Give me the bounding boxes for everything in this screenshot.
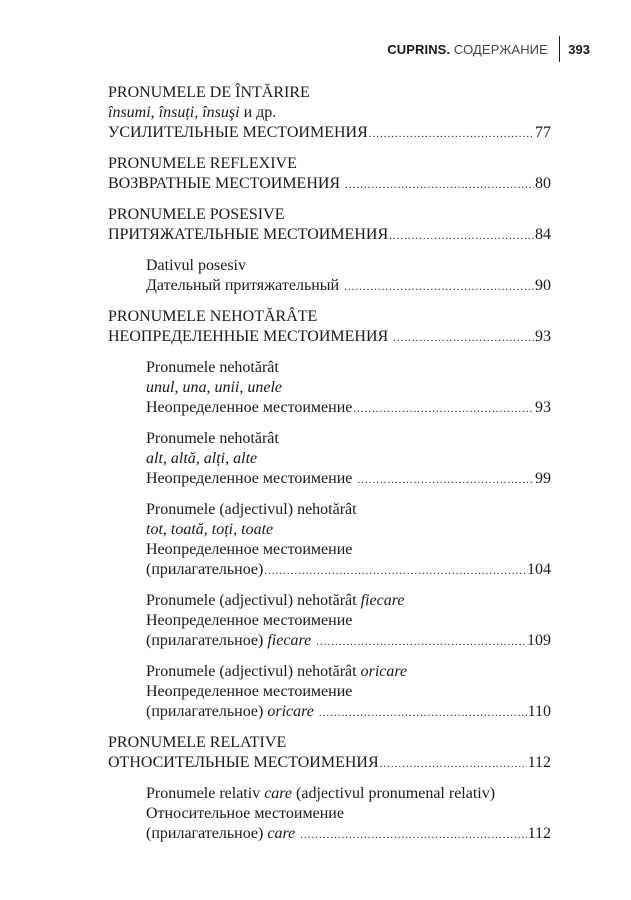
toc-entry — [108, 205, 551, 246]
toc-subentry — [108, 429, 551, 490]
toc-line-text: (прилагательное) — [146, 561, 264, 578]
toc-line — [146, 469, 551, 490]
toc-page-number: 84 — [535, 226, 551, 243]
toc-page-number: 112 — [527, 825, 551, 842]
toc-line — [146, 591, 551, 611]
toc-page-number: 112 — [527, 754, 551, 771]
dot-leader — [353, 399, 534, 419]
toc-line — [146, 449, 551, 469]
dot-leader — [369, 124, 534, 144]
toc-line-text: НЕОПРЕДЕЛЕННЫЕ МЕСТОИМЕНИЯ — [108, 328, 389, 345]
toc-page-number: 99 — [535, 470, 551, 487]
toc-subentry — [108, 256, 551, 297]
toc-line — [146, 560, 551, 581]
table-of-contents — [108, 83, 551, 855]
toc-italic-term: care — [264, 785, 293, 802]
toc-line — [146, 500, 551, 520]
toc-line — [146, 276, 551, 297]
toc-line-text: PRONUMELE REFLEXIVE — [108, 155, 297, 172]
toc-text-part: Pronumele relativ — [146, 785, 265, 802]
dot-leader — [319, 703, 527, 723]
running-header-title — [387, 42, 548, 57]
dot-leader — [264, 561, 526, 581]
toc-line-text: ПРИТЯЖАТЕЛЬНЫЕ МЕСТОИМЕНИЯ — [108, 226, 389, 243]
toc-line-text: PRONUMELE NEHOTĂRÂTE — [108, 308, 318, 325]
toc-line-text: Неопределенное местоимение — [146, 541, 353, 558]
toc-line — [108, 103, 551, 123]
toc-italic-term: oricare — [360, 663, 408, 680]
toc-page-number: 110 — [527, 703, 551, 720]
toc-line-text — [146, 824, 295, 844]
toc-line — [146, 378, 551, 398]
toc-line — [146, 429, 551, 449]
toc-line-text: Неопределенное местоимение — [146, 612, 353, 629]
toc-line-text: PRONUMELE DE ÎNTĂRIRE — [108, 84, 310, 101]
toc-line-text: Неопределенное местоимение — [146, 399, 353, 416]
toc-italic-term: fiecare — [360, 592, 405, 609]
toc-entry — [108, 83, 551, 144]
toc-line — [108, 83, 551, 103]
dot-leader — [300, 825, 526, 845]
toc-line-text: Неопределенное местоимение — [146, 470, 353, 487]
toc-line-text — [146, 631, 311, 651]
toc-line-text: Относительное местоимение — [146, 805, 344, 822]
toc-line — [108, 154, 551, 174]
toc-text-part: (прилагательное) — [146, 825, 268, 842]
toc-line — [108, 733, 551, 753]
toc-line-text: tot, toată, toți, toate — [146, 521, 274, 538]
toc-line-text: Дательный притяжательный — [146, 277, 340, 294]
toc-page-number: 109 — [527, 632, 551, 649]
toc-italic-term: însumi, însuți, însuşi — [108, 104, 240, 121]
toc-italic-term: care — [267, 825, 296, 842]
toc-page-number: 93 — [535, 399, 551, 416]
toc-line — [146, 784, 551, 804]
toc-line-text: unul, una, unii, unele — [146, 379, 282, 396]
toc-italic-term: oricare — [267, 703, 314, 720]
toc-page-number: 93 — [535, 328, 551, 345]
toc-line — [146, 520, 551, 540]
toc-line-text: Неопределенное местоимение — [146, 683, 353, 700]
toc-entry — [108, 307, 551, 348]
toc-line-text: Dativul posesiv — [146, 257, 246, 274]
toc-text-part: (прилагательное) — [146, 703, 268, 720]
toc-line — [146, 682, 551, 702]
header-divider — [559, 36, 560, 62]
toc-line-text — [146, 591, 404, 611]
toc-line — [146, 398, 551, 419]
toc-line-text: ВОЗВРАТНЫЕ МЕСТОИМЕНИЯ — [108, 175, 341, 192]
toc-line — [146, 358, 551, 378]
toc-line — [108, 174, 551, 195]
toc-line — [146, 631, 551, 652]
dot-leader — [380, 754, 527, 774]
dot-leader — [357, 470, 534, 490]
toc-line — [108, 307, 551, 327]
toc-entry — [108, 154, 551, 195]
toc-line-text: УСИЛИТЕЛЬНЫЕ МЕСТОИМЕНИЯ — [108, 124, 368, 141]
toc-line-text: ОТНОСИТЕЛЬНЫЕ МЕСТОИМЕНИЯ — [108, 754, 379, 771]
toc-page-number: 80 — [535, 175, 551, 192]
header-title-russian: СОДЕРЖАНИЕ — [453, 41, 548, 57]
toc-line — [108, 123, 551, 144]
dot-leader — [345, 175, 534, 195]
toc-italic-term: fiecare — [267, 632, 312, 649]
toc-line — [146, 662, 551, 682]
toc-line-text — [146, 662, 407, 682]
toc-text-part: (прилагательное) — [146, 632, 268, 649]
toc-page-number: 90 — [535, 277, 551, 294]
toc-subentry — [108, 662, 551, 723]
toc-line-text — [146, 702, 314, 722]
toc-line — [146, 804, 551, 824]
toc-line — [108, 225, 551, 246]
toc-line-text: PRONUMELE RELATIVE — [108, 734, 287, 751]
dot-leader — [393, 328, 534, 348]
toc-text-part: Pronumele (adjectivul) nehotărât — [146, 663, 361, 680]
dot-leader — [316, 632, 526, 652]
dot-leader — [389, 226, 534, 246]
toc-line — [146, 611, 551, 631]
toc-text-part: (adjectivul pronumenal relativ) — [292, 785, 496, 802]
toc-line — [108, 753, 551, 774]
toc-line — [108, 205, 551, 225]
toc-entry — [108, 733, 551, 774]
toc-line — [146, 540, 551, 560]
toc-page-number: 104 — [527, 561, 551, 578]
toc-subentry — [108, 500, 551, 581]
toc-subentry — [108, 591, 551, 652]
toc-line-text: alt, altă, alți, alte — [146, 450, 258, 467]
toc-line — [146, 824, 551, 845]
toc-line — [146, 256, 551, 276]
toc-subentry — [108, 358, 551, 419]
toc-text-part: и др. — [239, 104, 277, 121]
toc-line-text: Pronumele nehotărât — [146, 430, 279, 447]
toc-page-number: 77 — [535, 124, 551, 141]
toc-line-text — [146, 784, 495, 804]
toc-text-part: Pronumele (adjectivul) nehotărât — [146, 592, 361, 609]
toc-line — [146, 702, 551, 723]
dot-leader — [344, 277, 534, 297]
toc-line-text: PRONUMELE POSESIVE — [108, 206, 285, 223]
toc-line-text: Pronumele nehotărât — [146, 359, 279, 376]
running-header — [387, 36, 590, 62]
toc-subentry — [108, 784, 551, 845]
toc-line-text — [108, 103, 276, 123]
page-number: 393 — [568, 41, 590, 57]
toc-line-text: Pronumele (adjectivul) nehotărât — [146, 501, 357, 518]
toc-line — [108, 327, 551, 348]
header-title-romanian: CUPRINS. — [387, 41, 451, 57]
